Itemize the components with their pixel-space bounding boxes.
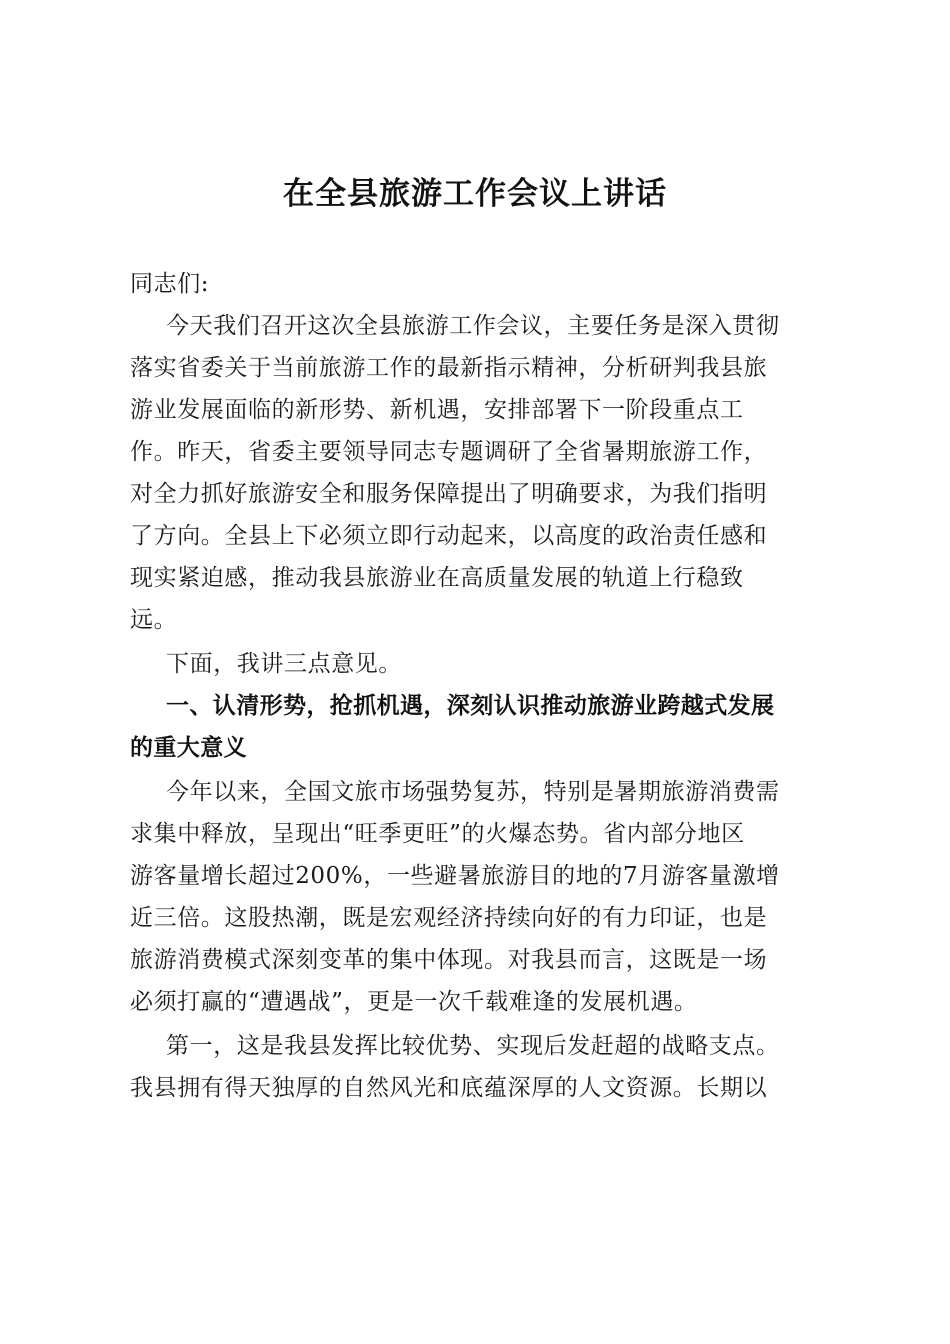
paragraph-line: 游客量增长超过200%，一些避暑旅游目的地的7月游客量激增 [130,863,780,889]
paragraph-line: 作。昨天，省委主要领导同志专题调研了全省暑期旅游工作， [130,439,768,465]
section-heading: 的重大意义 [130,735,247,761]
paragraph-line: 旅游消费模式深刻变革的集中体现。对我县而言，这既是一场 [130,947,768,973]
paragraph-line: 落实省委关于当前旅游工作的最新指示精神，分析研判我县旅 [130,355,768,381]
paragraph-line: 下面，我讲三点意见。 [166,651,402,677]
paragraph-line: 今年以来，全国文旅市场强势复苏，特别是暑期旅游消费需 [166,779,780,805]
paragraph-line: 第一，这是我县发挥比较优势、实现后发赶超的战略支点。 [166,1033,780,1059]
section-heading: 一、认清形势，抢抓机遇，深刻认识推动旅游业跨越式发展 [166,693,775,719]
paragraph-line: 了方向。全县上下必须立即行动起来，以高度的政治责任感和 [130,523,768,549]
paragraph-line: 对全力抓好旅游安全和服务保障提出了明确要求，为我们指明 [130,481,768,507]
paragraph-line: 我县拥有得天独厚的自然风光和底蕴深厚的人文资源。长期以 [130,1075,768,1101]
paragraph-line: 游业发展面临的新形势、新机遇，安排部署下一阶段重点工 [130,397,744,423]
document-title: 在全县旅游工作会议上讲话 [283,176,667,212]
paragraph-line: 必须打赢的“遭遇战”，更是一次千载难逢的发展机遇。 [130,989,698,1015]
paragraph-line: 近三倍。这股热潮，既是宏观经济持续向好的有力印证，也是 [130,905,768,931]
paragraph-line: 求集中释放，呈现出“旺季更旺”的火爆态势。省内部分地区 [130,821,745,847]
paragraph-line: 今天我们召开这次全县旅游工作会议，主要任务是深入贯彻 [166,313,780,339]
paragraph-line: 远。 [130,607,178,633]
salutation: 同志们: [130,271,210,297]
paragraph-line: 现实紧迫感，推动我县旅游业在高质量发展的轨道上行稳致 [130,565,744,591]
